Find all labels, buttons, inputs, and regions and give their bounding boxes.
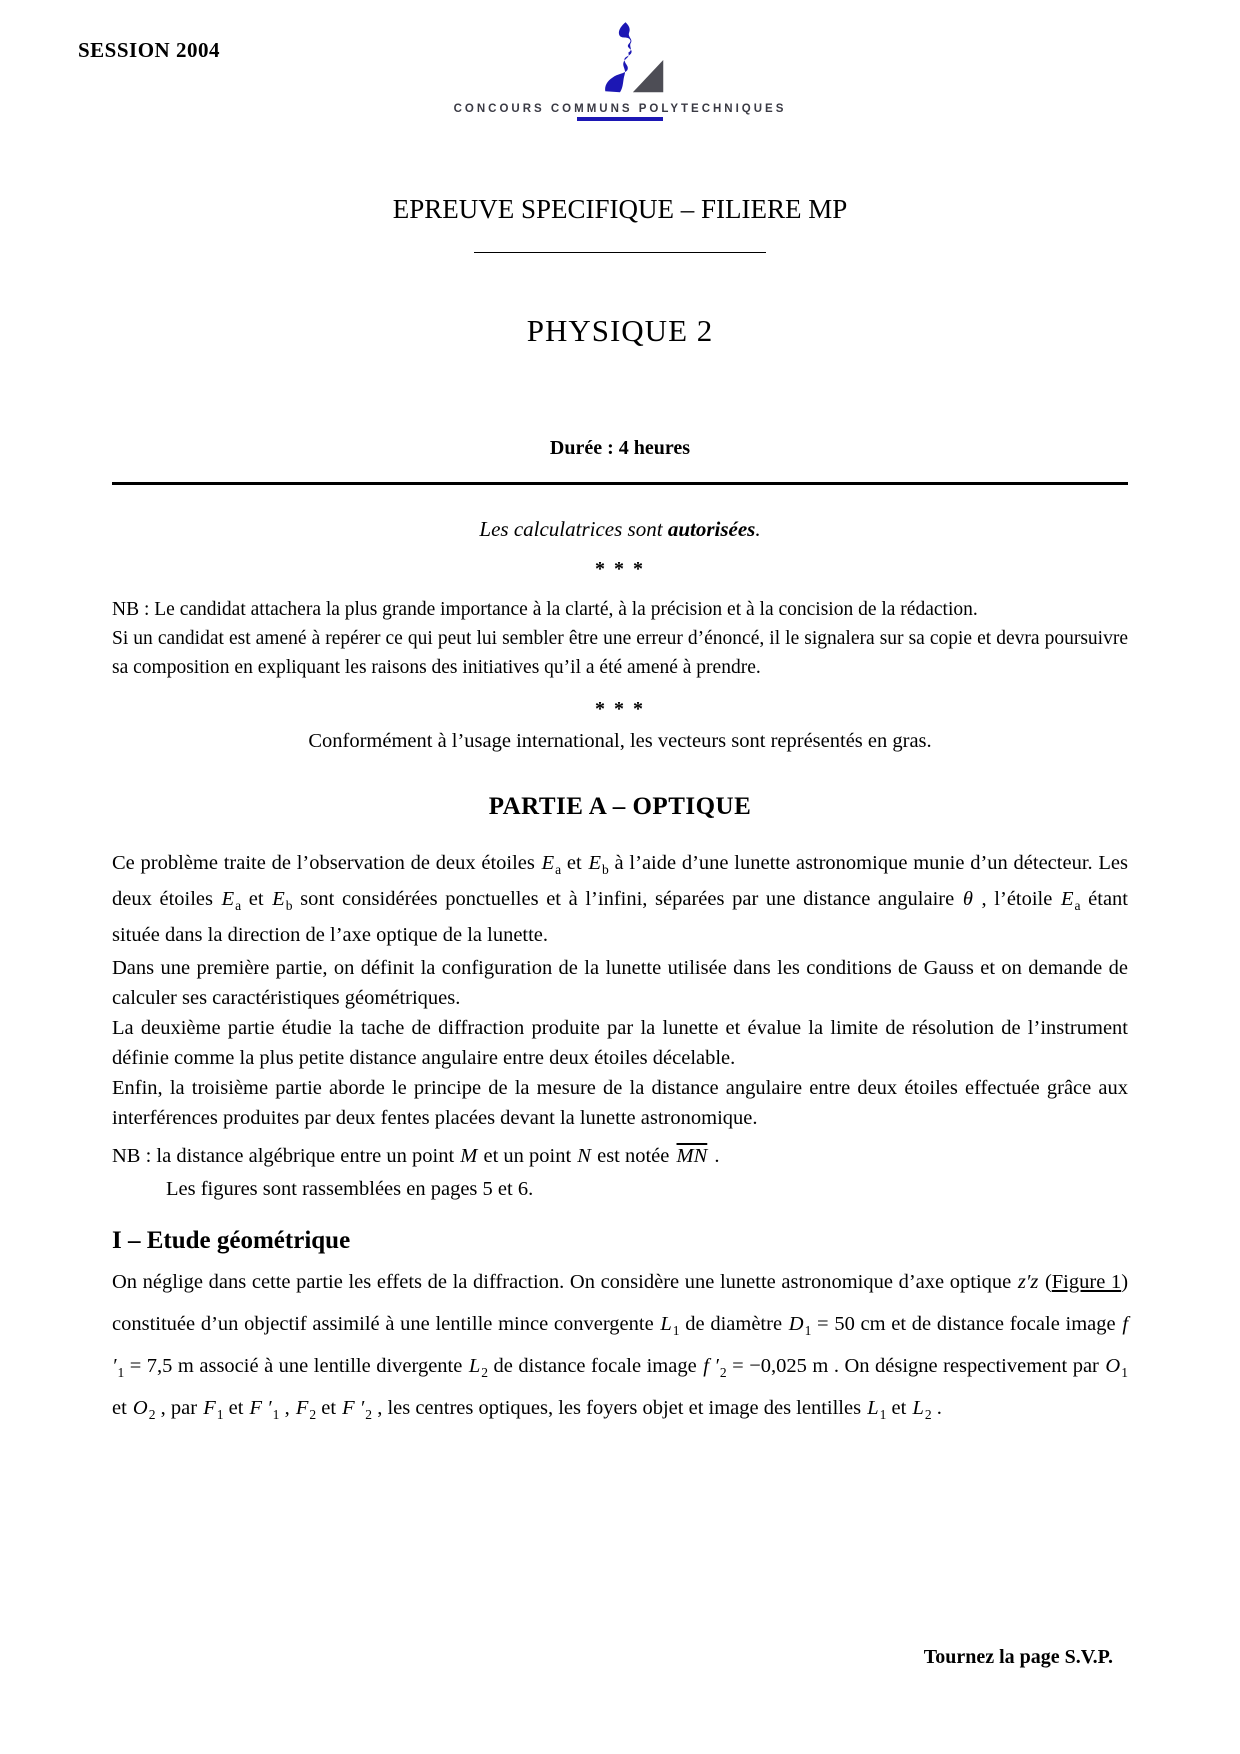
- nb-error-text: Si un candidat est amené à repérer ce qui peut lui sembler être une erreur d’énoncé, il le signalera sur sa copie et devra poursuivre sa composition en expliquant les raisons des initiatives qu’il a été amené à prendre.: [112, 628, 1128, 678]
- calculators-notice: Les calculatrices sont autorisées.: [479, 517, 761, 541]
- ccp-logo-wordmark: CONCOURS COMMUNS POLYTECHNIQUES: [453, 103, 787, 115]
- section-1-heading: I – Etude géométrique: [112, 1227, 351, 1254]
- part-a-paragraph-4: Enfin, la troisième partie aborde le principe de la mesure de la distance angulaire entre deux étoiles effectuée grâce aux interférences produites par deux fentes placées devant la lunette astronomique.: [112, 1077, 1128, 1129]
- ccp-logo-icon: [574, 20, 666, 100]
- title-divider: [474, 252, 766, 253]
- section-1-paragraph: On néglige dans cette partie les effets de la diffraction. On considère une lunette astronomique d’axe optique z′z (Figure 1) constituée d’un objectif assimilé à une lentille mince convergente $L_1$ de diamètre $D_1 = 50$ cm et de distance focale image f $'_1 = 7,5$ m associé à une lentille divergente $L_2$ de distance focale image f $'_2 = -0,025$ m . On désigne respectivement par $O_1$ et $O_2$ , par $F_1$ et F $'_1$ , $F_2$ et F $'_2$ , les centres optiques, les foyers objet et image des lentilles $L_1$ et $L_2$ .: [112, 1271, 1129, 1423]
- stars-separator-1: * * *: [595, 558, 645, 580]
- stars-separator-2: * * *: [595, 698, 645, 720]
- part-a-paragraph-3: La deuxième partie étudie la tache de diffraction produite par la lunette et évalue la limite de résolution de l’instrument définie comme la plus petite distance angulaire entre deux étoiles décelable.: [112, 1017, 1128, 1069]
- figures-note: Les figures sont rassemblées en pages 5 et 6.: [166, 1178, 534, 1200]
- part-a-paragraph-2: Dans une première partie, on définit la configuration de la lunette utilisée dans les conditions de Gauss et on demande de calculer ses caractéristiques géométriques.: [112, 957, 1128, 1009]
- turn-page-notice: Tournez la page S.V.P.: [923, 1646, 1113, 1668]
- page-content: [112, 192, 1128, 1450]
- vectors-note: Conformément à l’usage international, les vecteurs sont représentés en gras.: [308, 730, 932, 752]
- session-label: SESSION 2004: [78, 38, 220, 62]
- nb-clarity-text: NB : Le candidat attachera la plus grande importance à la clarté, à la précision et à la concision de la rédaction.: [112, 599, 978, 620]
- duration-label: Durée : 4 heures: [549, 437, 691, 459]
- part-a-paragraph-1: Ce problème traite de l’observation de deux étoiles $E_a$ et $E_b$ à l’aide d’une lunette astronomique munie d’un détecteur. Les deux étoiles $E_a$ et $E_b$ sont considérées ponctuelles et à l’infini, séparées par une distance angulaire θ , l’étoile $E_a$ étant située dans la direction de l’axe optique de la lunette.: [112, 852, 1129, 946]
- subject-title: PHYSIQUE 2: [526, 313, 714, 348]
- ccp-logo-underline: [577, 117, 663, 121]
- exam-title: EPREUVE SPECIFIQUE – FILIERE MP: [392, 194, 848, 224]
- ccp-logo: [0, 20, 1240, 121]
- distance-notation-note: NB : la distance algébrique entre un point M et un point N est notée $\overline{MN}$ .: [112, 1145, 720, 1167]
- part-a-heading: PARTIE A – OPTIQUE: [488, 793, 752, 820]
- section-divider-rule: [112, 482, 1128, 485]
